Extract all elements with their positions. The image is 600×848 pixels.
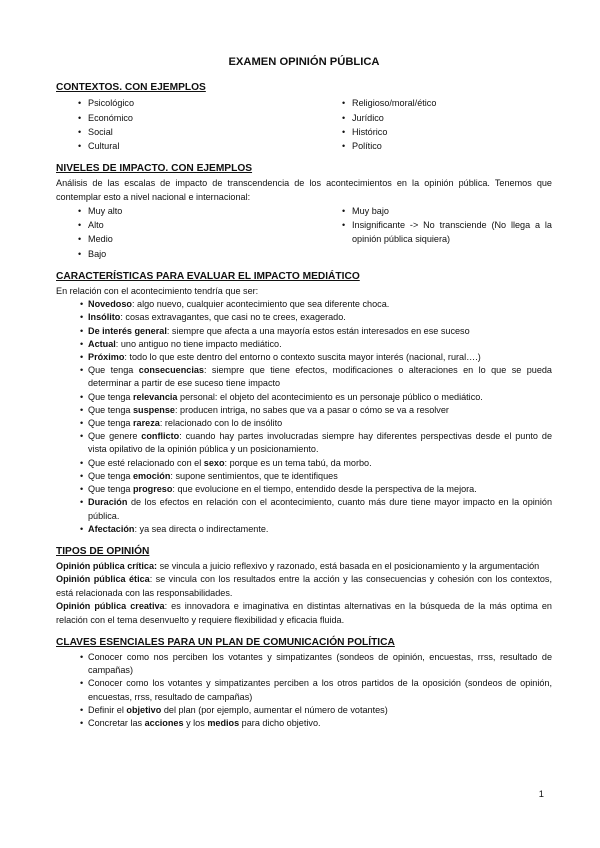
list-item: • Muy alto bbox=[78, 204, 340, 218]
bold-term: De interés general bbox=[88, 325, 167, 336]
list-item bbox=[80, 677, 552, 703]
bold-term: Opinión pública ética bbox=[56, 574, 150, 585]
text-segment: Conocer como los votantes y simpatizantes perciben a los otros partidos de la oposición (sondeos de opinión, encuestas, rrss, resultado de campañas) bbox=[88, 678, 552, 702]
text-segment: : algo nuevo, cualquier acontecimiento que sea diferente choca. bbox=[131, 299, 390, 310]
section-contextos bbox=[56, 81, 552, 153]
document-title: EXAMEN OPINIÓN PÚBLICA bbox=[228, 56, 380, 68]
text-segment: : siempre que tiene efectos, modificaciones o alteraciones en lo que se pueda determinar a partir de ese suceso tiene impacto bbox=[88, 365, 552, 389]
text-segment: : relacionado con lo de insólito bbox=[159, 418, 283, 429]
contextos-columns bbox=[56, 96, 552, 153]
list-item bbox=[80, 351, 552, 364]
text-segment: Que tenga bbox=[88, 484, 133, 495]
bold-term: Opinión pública creativa bbox=[56, 601, 165, 612]
list-item: • Alto bbox=[78, 218, 340, 232]
bold-term: conflicto bbox=[141, 431, 180, 442]
list-item: • Muy bajo bbox=[342, 204, 552, 218]
text-segment: del plan (por ejemplo, aumentar el número de votantes) bbox=[161, 704, 388, 715]
section-niveles bbox=[56, 162, 552, 261]
text-segment: personal: el objeto del acontecimiento es un personaje público o mediático. bbox=[177, 391, 483, 402]
niveles-left-list bbox=[56, 204, 340, 261]
niveles-intro: Análisis de las escalas de impacto de transcendencia de los acontecimientos en la opinión pública. Tenemos que contemplar esto a nivel nacional e internacional: bbox=[56, 178, 552, 202]
list-item bbox=[80, 311, 552, 324]
list-item: • Social bbox=[78, 125, 340, 139]
claves-list bbox=[56, 651, 552, 730]
text-segment: : uno antiguo no tiene impacto mediático. bbox=[115, 338, 282, 349]
text-segment: : cuando hay partes involucradas siempre hay diferentes perspectivas desde el punto de vista opilativo de la opinión pública y un posicionamiento. bbox=[88, 431, 552, 455]
bold-term: progreso bbox=[133, 484, 173, 495]
list-item bbox=[80, 717, 552, 730]
text-segment: : se vincula con los resultados entre la acción y las consecuencias y cohesión con los contextos, está relacionada con las responsabilidades. bbox=[56, 574, 552, 598]
list-item bbox=[80, 704, 552, 717]
list-item bbox=[80, 364, 552, 390]
bold-term: Insólito bbox=[88, 312, 121, 323]
list-item bbox=[80, 483, 552, 496]
list-item bbox=[80, 417, 552, 430]
section-caracteristicas bbox=[56, 270, 552, 536]
list-item: • Religioso/moral/ético bbox=[342, 96, 552, 110]
bold-term: relevancia bbox=[133, 391, 178, 402]
niveles-columns bbox=[56, 204, 552, 261]
text-segment: para dicho objetivo. bbox=[239, 717, 321, 728]
text-segment: se vincula a juicio reflexivo y razonado, está basada en el posicionamiento y la argumentación bbox=[157, 560, 540, 571]
section-heading: NIVELES DE IMPACTO. CON EJEMPLOS bbox=[56, 163, 253, 175]
caracteristicas-intro: En relación con el acontecimiento tendría que ser: bbox=[56, 285, 259, 296]
bold-term: sexo bbox=[203, 457, 225, 468]
bold-term: objetivo bbox=[126, 704, 162, 715]
contextos-left-list bbox=[56, 96, 340, 153]
list-item: • Económico bbox=[78, 111, 340, 125]
text-segment: : supone sentimientos, que te identifiques bbox=[170, 470, 338, 481]
list-item bbox=[80, 651, 552, 677]
list-item: • Medio bbox=[78, 232, 340, 246]
text-segment: Que tenga bbox=[88, 404, 133, 415]
opinion-type-paragraph bbox=[56, 573, 552, 600]
list-item: • Jurídico bbox=[342, 111, 552, 125]
list-item bbox=[80, 496, 552, 522]
list-item bbox=[80, 470, 552, 483]
list-item bbox=[80, 325, 552, 338]
list-item: • Histórico bbox=[342, 125, 552, 139]
bold-term: Opinión pública crítica: bbox=[56, 560, 158, 571]
text-segment: Que esté relacionado con el bbox=[88, 457, 204, 468]
bold-term: medios bbox=[207, 717, 240, 728]
list-item: • Cultural bbox=[78, 139, 340, 153]
list-item: • Bajo bbox=[78, 247, 340, 261]
text-segment: Que tenga bbox=[88, 365, 139, 376]
text-segment: : porque es un tema tabú, da morbo. bbox=[224, 457, 372, 468]
list-item: • Psicológico bbox=[78, 96, 340, 110]
list-item bbox=[80, 298, 552, 311]
text-segment: : todo lo que este dentro del entorno o contexto suscita mayor interés (nacional, rural….) bbox=[124, 352, 481, 363]
list-item bbox=[80, 457, 552, 470]
opinion-type-paragraph bbox=[56, 600, 552, 627]
text-segment: : siempre que afecta a una mayoría estos están interesados en ese suceso bbox=[166, 325, 470, 336]
opinion-type-paragraph bbox=[56, 560, 552, 573]
text-segment: Que tenga bbox=[88, 391, 133, 402]
list-item bbox=[80, 391, 552, 404]
page-number: 1 bbox=[538, 788, 544, 799]
list-item bbox=[80, 430, 552, 456]
bold-term: acciones bbox=[144, 717, 184, 728]
bold-term: Actual bbox=[88, 338, 116, 349]
text-segment: Definir el bbox=[88, 704, 127, 715]
list-item: • Insignificante -> No transciende (No llega a la opinión pública siquiera) bbox=[342, 218, 552, 246]
text-segment: Que tenga bbox=[88, 470, 133, 481]
text-segment: Conocer como nos perciben los votantes y simpatizantes (sondeos de opinión, encuestas, rrss, resultado de campañas) bbox=[88, 651, 552, 676]
bold-term: Próximo bbox=[88, 352, 125, 363]
section-heading: CLAVES ESENCIALES PARA UN PLAN DE COMUNICACIÓN POLÍTICA bbox=[56, 636, 395, 648]
text-segment: Que tenga bbox=[88, 418, 133, 429]
tipos-list bbox=[56, 560, 552, 627]
text-segment: : producen intriga, no sabes que va a pasar o cómo se va a resolver bbox=[174, 404, 449, 415]
bold-term: consecuencias bbox=[138, 365, 204, 376]
text-segment: Que genere bbox=[88, 431, 142, 442]
text-segment: : cosas extravagantes, que casi no te crees, exagerado. bbox=[120, 312, 346, 323]
bold-term: rareza bbox=[133, 418, 160, 429]
text-segment: : que evolucione en el tiempo, entendido desde la perspectiva de la mejora. bbox=[172, 484, 477, 495]
text-segment: : ya sea directa o indirectamente. bbox=[134, 523, 269, 534]
bold-term: Duración bbox=[88, 497, 128, 508]
text-segment: : es innovadora e imaginativa en distintas alternativas en la búsqueda de la más optima en relación con el tema desenvuelto y requiere flexibilidad y eficacia fluida. bbox=[56, 601, 552, 625]
bold-term: Afectación bbox=[88, 523, 135, 534]
list-item bbox=[80, 404, 552, 417]
section-tipos bbox=[56, 545, 552, 627]
section-heading: CARACTERÍSTICAS PARA EVALUAR EL IMPACTO MEDIÁTICO bbox=[56, 270, 360, 282]
list-item bbox=[80, 523, 552, 536]
bold-term: emoción bbox=[133, 470, 171, 481]
section-claves bbox=[56, 636, 552, 730]
section-heading: CONTEXTOS. CON EJEMPLOS bbox=[56, 82, 206, 94]
text-segment: Concretar las bbox=[88, 717, 145, 728]
text-segment: de los efectos en relación con el acontecimiento, cuanto más dure tiene mayor impacto en la opinión pública. bbox=[88, 497, 552, 521]
niveles-right-list bbox=[340, 204, 552, 261]
section-heading: TIPOS DE OPINIÓN bbox=[56, 545, 150, 557]
list-item bbox=[80, 338, 552, 351]
caracteristicas-list bbox=[56, 298, 552, 536]
text-segment: y los bbox=[183, 717, 208, 728]
list-item: • Político bbox=[342, 139, 552, 153]
contextos-right-list bbox=[340, 96, 552, 153]
bold-term: suspense bbox=[133, 404, 175, 415]
bold-term: Novedoso bbox=[88, 299, 132, 310]
